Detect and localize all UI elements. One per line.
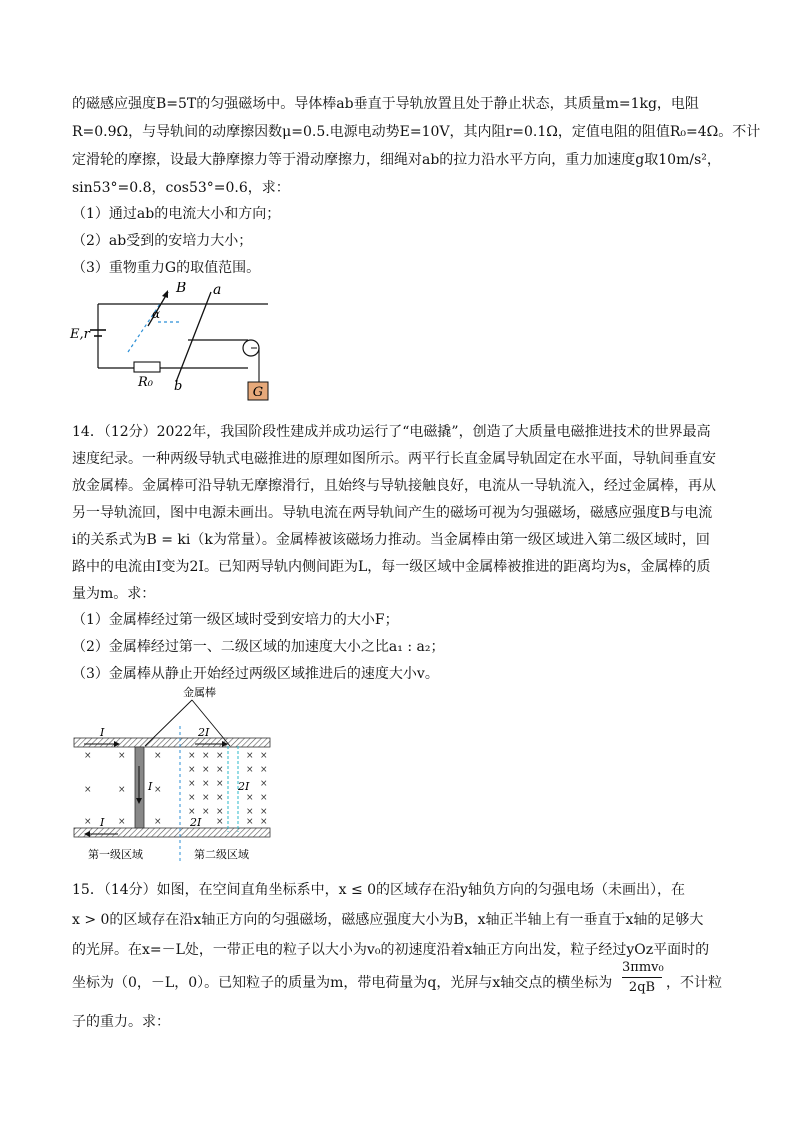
q15-fraction-bar — [622, 977, 662, 978]
q13-label-alpha: α — [152, 307, 161, 321]
q14-line-7: 量为m。求： — [72, 586, 156, 602]
q15-line-2: x > 0的区域存在沿x轴正方向的匀强磁场，磁感应强度大小为B，x轴正半轴上有一垂直于x轴的足够大 — [72, 912, 704, 928]
q13-circuit-figure — [68, 282, 278, 407]
q15-line-4-after: ，不计粒 — [666, 975, 722, 991]
q14-line-5: i的关系式为B = ki（k为常量）。金属棒被该磁场力推动。当金属棒由第一级区域进入第二级区域时，回 — [72, 532, 710, 548]
q13-label-B: B — [176, 282, 187, 296]
q14-label-I-bottom: I — [100, 816, 105, 829]
svg-text:×: × — [216, 779, 224, 789]
svg-text:×: × — [216, 751, 224, 761]
svg-text:×: × — [188, 779, 196, 789]
svg-text:×: × — [202, 807, 210, 817]
q14-sub-1: （1）金属棒经过第一级区域时受到安培力的大小F； — [72, 612, 399, 628]
q14-label-rod: 金属棒 — [183, 686, 216, 699]
svg-text:×: × — [84, 785, 92, 795]
q14-rail-figure — [70, 686, 280, 866]
q15-fraction-numerator: 3πmv₀ — [622, 960, 664, 975]
svg-text:×: × — [216, 793, 224, 803]
svg-text:×: × — [154, 817, 162, 827]
svg-text:×: × — [154, 785, 162, 795]
q13-label-Er: E,r — [70, 327, 90, 342]
svg-text:×: × — [260, 751, 268, 761]
q14-label-region1: 第一级区域 — [88, 848, 143, 861]
svg-text:×: × — [260, 807, 268, 817]
svg-text:×: × — [246, 817, 254, 827]
q14-label-2I-top: 2I — [198, 726, 210, 739]
q13-line-1: 的磁感应强度B=5T的匀强磁场中。导体棒ab垂直于导轨放置且处于静止状态，其质量m=1kg，电阻 — [72, 96, 699, 112]
q15-line-3: 的光屏。在x=－L处，一带正电的粒子以大小为v₀的初速度沿着x轴正方向出发，粒子经过yOz平面时的 — [72, 942, 710, 958]
svg-text:×: × — [84, 817, 92, 827]
svg-text:×: × — [202, 751, 210, 761]
q13-line-4: sin53°=0.8，cos53°=0.6，求： — [72, 180, 290, 196]
svg-text:×: × — [246, 793, 254, 803]
q14-line-6: 路中的电流由I变为2I。已知两导轨内侧间距为L，每一级区域中金属棒被推进的距离均为s，金属棒的质 — [72, 559, 711, 575]
svg-text:×: × — [118, 751, 126, 761]
q13-label-b: b — [174, 379, 183, 394]
svg-text:×: × — [188, 751, 196, 761]
q14-sub-3: （3）金属棒从静止开始经过两级区域推进后的速度大小v。 — [72, 666, 439, 682]
q13-sub-2: （2）ab受到的安培力大小； — [72, 233, 253, 249]
q15-fraction-denominator: 2qB — [628, 980, 656, 995]
svg-text:×: × — [188, 765, 196, 775]
q13-label-R0: R₀ — [138, 375, 153, 390]
svg-text:×: × — [246, 765, 254, 775]
svg-text:×: × — [216, 807, 224, 817]
q14-label-2I-bottom: 2I — [190, 816, 202, 829]
q13-label-G: G — [252, 385, 264, 400]
svg-text:×: × — [246, 807, 254, 817]
svg-text:×: × — [188, 793, 196, 803]
svg-text:×: × — [216, 817, 224, 827]
q15-line-5: 子的重力。求： — [72, 1014, 170, 1030]
q15-line-1: 15．（14分）如图，在空间直角坐标系中，x ≤ 0的区域存在沿y轴负方向的匀强电场（未画出），在 — [72, 882, 685, 898]
q15-line-4-before: 坐标为（0，－L，0）。已知粒子的质量为m，带电荷量为q，光屏与x轴交点的横坐标为 — [72, 975, 613, 991]
svg-text:×: × — [260, 793, 268, 803]
svg-text:×: × — [202, 765, 210, 775]
q14-line-3: 放金属棒。金属棒可沿导轨无摩擦滑行，且始终与导轨接触良好，电流从一导轨流入，经过金属棒，再从 — [72, 478, 716, 494]
svg-text:×: × — [260, 765, 268, 775]
svg-text:×: × — [84, 751, 92, 761]
svg-text:×: × — [118, 785, 126, 795]
q14-label-2I-rod: 2I — [238, 780, 250, 793]
svg-text:×: × — [118, 817, 126, 827]
q14-line-4: 另一导轨流回，图中电源未画出。导轨电流在两导轨间产生的磁场可视为匀强磁场，磁感应强度B与电流 — [72, 505, 713, 521]
q14-label-I-rod: I — [148, 780, 153, 793]
q13-line-2: R=0.9Ω，与导轨间的动摩擦因数μ=0.5.电源电动势E=10V，其内阻r=0.1Ω，定值电阻的阻值R₀=4Ω。不计 — [72, 124, 761, 140]
svg-text:×: × — [260, 817, 268, 827]
q15-fraction — [622, 960, 662, 995]
q13-line-3: 定滑轮的摩擦，设最大静摩擦力等于滑动摩擦力，细绳对ab的拉力沿水平方向，重力加速度g取10m/s²， — [72, 152, 721, 168]
q13-sub-1: （1）通过ab的电流大小和方向； — [72, 206, 281, 222]
q13-label-a: a — [213, 282, 222, 298]
svg-text:×: × — [216, 765, 224, 775]
q14-label-I-top: I — [100, 726, 105, 739]
q13-sub-3: （3）重物重力G的取值范围。 — [72, 260, 261, 276]
q14-label-region2: 第二级区域 — [194, 848, 249, 861]
svg-text:×: × — [202, 793, 210, 803]
q14-line-1: 14．（12分）2022年，我国阶段性建成并成功运行了“电磁撬”，创造了大质量电磁推进技术的世界最高 — [72, 424, 711, 440]
svg-text:×: × — [260, 779, 268, 789]
svg-text:×: × — [202, 779, 210, 789]
svg-text:×: × — [246, 751, 254, 761]
svg-text:×: × — [154, 751, 162, 761]
q14-sub-2: （2）金属棒经过第一、二级区域的加速度大小之比a₁ : a₂； — [72, 639, 445, 655]
q14-line-2: 速度纪录。一种两级导轨式电磁推进的原理如图所示。两平行长直金属导轨固定在水平面，导轨间垂直安 — [72, 451, 716, 467]
svg-text:×: × — [188, 807, 196, 817]
